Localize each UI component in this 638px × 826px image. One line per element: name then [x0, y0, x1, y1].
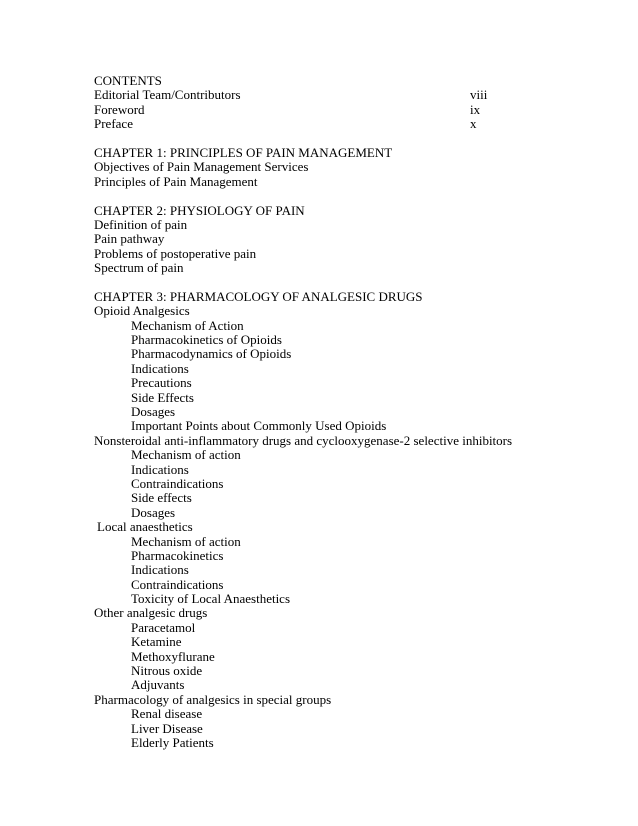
- subsection-item: Liver Disease: [131, 720, 203, 736]
- spacer: [94, 189, 514, 203]
- subsection-item: Pharmacodynamics of Opioids: [131, 346, 292, 362]
- subsection-item: Paracetamol: [131, 619, 196, 635]
- toc-item: Pain pathway: [94, 231, 165, 247]
- section-title: Local anaesthetics: [97, 519, 193, 535]
- subsection-item: Indications: [131, 360, 189, 376]
- section-title: Opioid Analgesics: [94, 303, 190, 319]
- subsection-item: Adjuvants: [131, 677, 185, 693]
- toc-entry: [94, 103, 514, 117]
- section-title: Nonsteroidal anti-inflammatory drugs and cyclooxygenase-2 selective inhibitors: [94, 432, 513, 448]
- subsection-item: Dosages: [131, 504, 176, 520]
- contents-title: CONTENTS: [94, 73, 162, 88]
- subsection-item: Ketamine: [131, 634, 182, 650]
- section-title: Pharmacology of analgesics in special groups: [94, 691, 332, 707]
- toc-entry-label: Preface: [94, 116, 133, 132]
- toc-entry: [94, 88, 514, 102]
- toc-page-number: x: [470, 116, 477, 132]
- subsection-item: Mechanism of Action: [131, 317, 244, 333]
- subsection-item: Side Effects: [131, 389, 194, 405]
- subsection-item: Pharmacokinetics: [131, 547, 224, 563]
- subsection-item: Methoxyflurane: [131, 648, 215, 664]
- subsection-item: Nitrous oxide: [131, 663, 203, 679]
- toc-page-number: viii: [470, 87, 488, 103]
- chapter-heading: CHAPTER 3: PHARMACOLOGY OF ANALGESIC DRUGS: [94, 288, 423, 304]
- subsection-item: Important Points about Commonly Used Opioids: [131, 418, 387, 434]
- toc-item: Principles of Pain Management: [94, 173, 258, 189]
- subsection-item: Elderly Patients: [131, 734, 214, 750]
- table-of-contents: [94, 74, 514, 750]
- toc-item: Objectives of Pain Management Services: [94, 159, 309, 175]
- subsection-item: Renal disease: [131, 706, 203, 722]
- subsection-item: Pharmacokinetics of Opioids: [131, 332, 282, 348]
- toc-page-number: ix: [470, 101, 481, 117]
- subsection-item: Toxicity of Local Anaesthetics: [131, 591, 291, 607]
- chapter-heading: CHAPTER 1: PRINCIPLES OF PAIN MANAGEMENT: [94, 144, 393, 160]
- subsection-item: Contraindications: [131, 475, 224, 491]
- subsection-item: Dosages: [131, 403, 176, 419]
- toc-item: Problems of postoperative pain: [94, 245, 257, 261]
- toc-item: Definition of pain: [94, 216, 188, 232]
- subsection-item: Mechanism of action: [131, 533, 241, 549]
- subsection-item: Precautions: [131, 375, 192, 391]
- section-title: Other analgesic drugs: [94, 605, 208, 621]
- toc-entry-label: Editorial Team/Contributors: [94, 87, 241, 103]
- subsection-item: Mechanism of action: [131, 447, 241, 463]
- subsection-item: Indications: [131, 461, 189, 477]
- subsection-item: Contraindications: [131, 576, 224, 592]
- toc-item: Spectrum of pain: [94, 260, 184, 276]
- spacer: [94, 275, 514, 289]
- chapter-heading: CHAPTER 2: PHYSIOLOGY OF PAIN: [94, 202, 305, 218]
- spacer: [94, 132, 514, 146]
- toc-entry-label: Foreword: [94, 101, 145, 117]
- subsection-item: Side effects: [131, 490, 192, 506]
- toc-entry: [94, 117, 514, 131]
- subsection-item: Indications: [131, 562, 189, 578]
